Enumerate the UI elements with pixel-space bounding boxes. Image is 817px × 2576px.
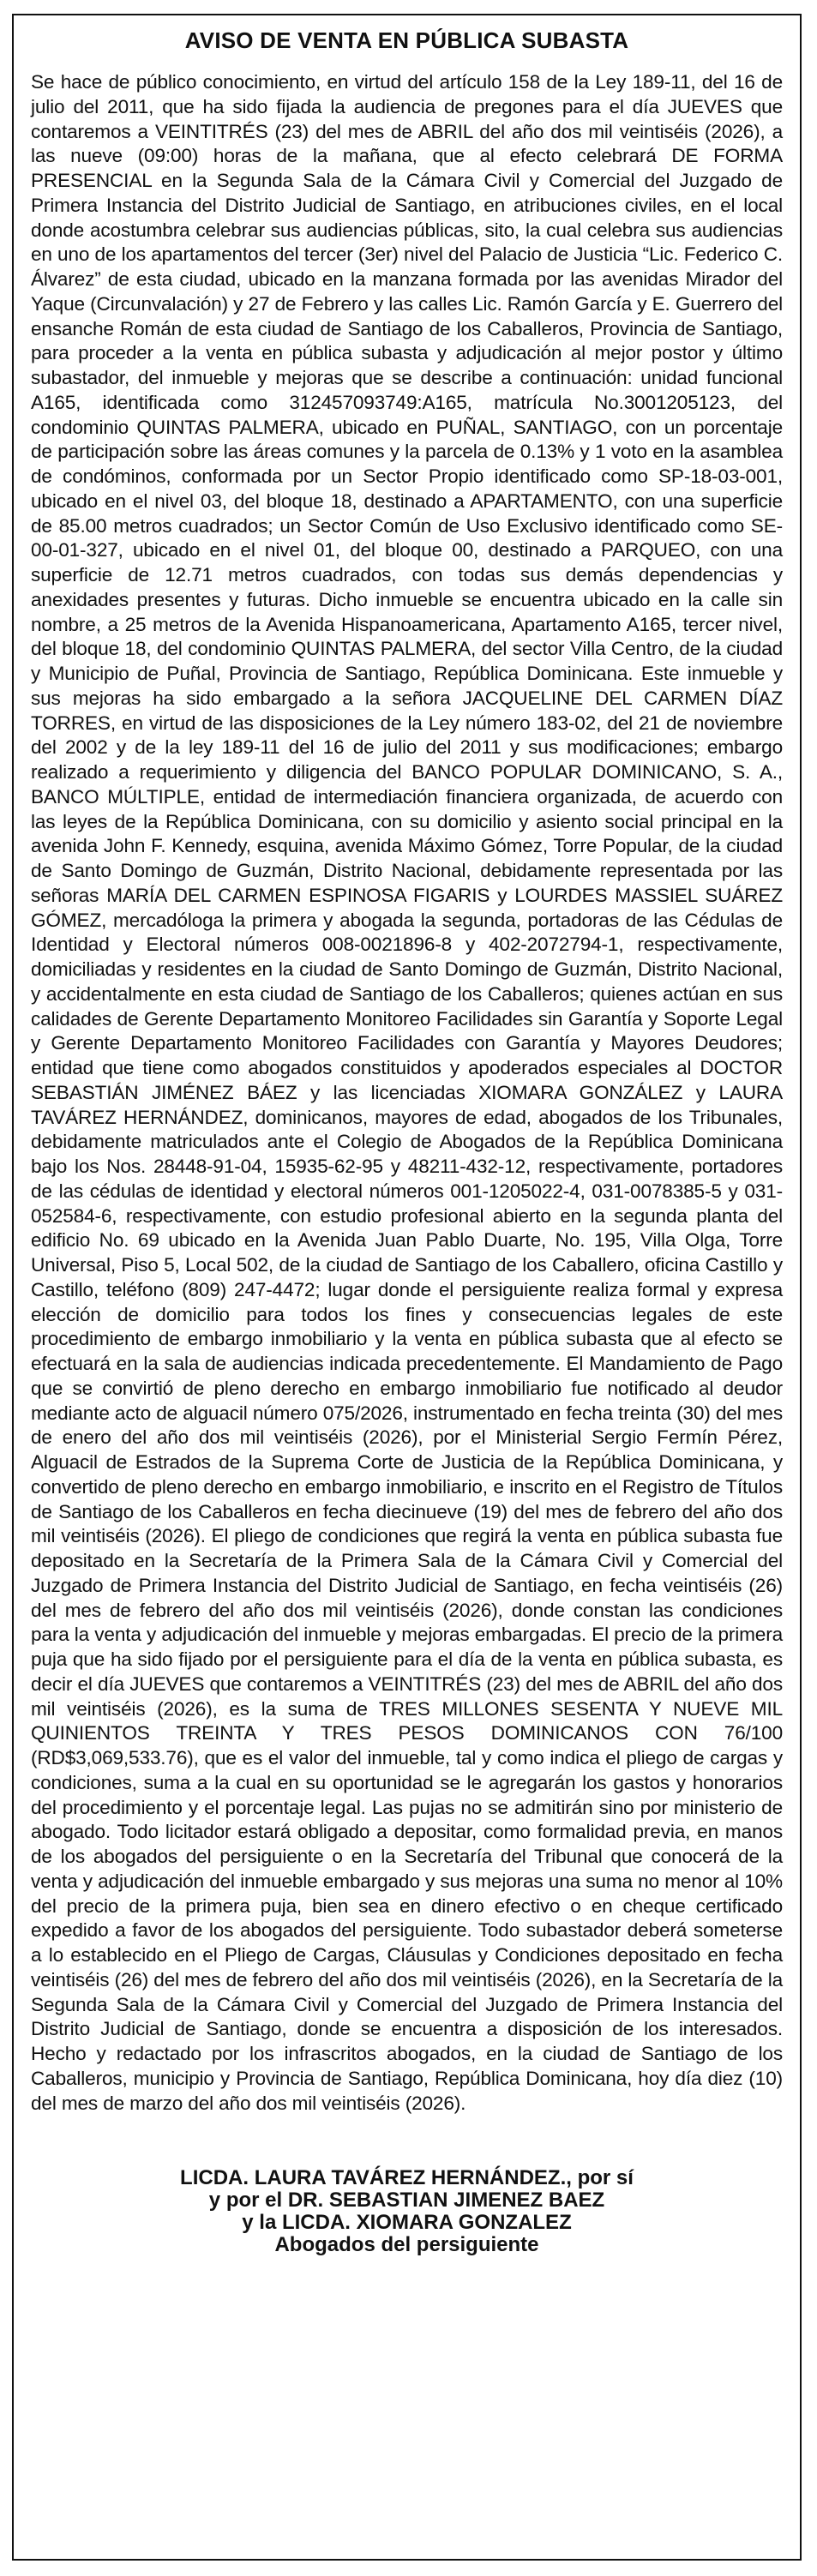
signature-line-3: y la LICDA. XIOMARA GONZALEZ xyxy=(242,2211,572,2235)
notice-body: Se hace de público conocimiento, en virtud del artículo 158 de la Ley 189-11, del 16 de julio del 2011, que ha sido fijada la audiencia de pregones para el día JUEVES que contaremos a VEINTITRÉS (23) del mes de ABRIL del año dos mil veintiséis (2026), a las nueve (09:00) horas de la mañana, que al efecto celebrará DE FORMA PRESENCIAL en la Segunda Sala de la Cámara Civil y Comercial del Juzgado de Primera Instancia del Distrito Judicial de Santiago, en atribuciones civiles, en el local donde acostumbra celebrar sus audiencias públicas, sito, la cual celebra sus audiencias en uno de los apartamentos del tercer (3er) nivel del Palacio de Justicia “Lic. Federico C. Álvarez” de esta ciudad, ubicado en la manzana formada por las avenidas Mirador del Yaque (Circunvalación) y 27 de Febrero y las calles Lic. Ramón García y E. Guerrero del ensanche Román de esta ciudad de Santiago de los Caballeros, Provincia de Santiago, para proceder a la venta en pública subasta y adjudicación al mejor postor y último subastador, del inmueble y mejoras que se describe a continuación: unidad funcional A165, identificada como 312457093749:A165, matrícula No.3001205123, del condominio QUINTAS PALMERA, ubicado en PUÑAL, SANTIAGO, con un porcentaje de participación sobre las áreas comunes y la parcela de 0.13% y 1 voto en la asamblea de condóminos, conformada por un Sector Propio identificado como SP-18-03-001, ubicado en el nivel 03, del bloque 18, destinado a APARTAMENTO, con una superficie de 85.00 metros cuadrados; un Sector Común de Uso Exclusivo identificado como SE-00-01-327, ubicado en el nivel 01, del bloque 00, destinado a PARQUEO, con una superficie de 12.71 metros cuadrados, con todas sus demás dependencias y anexidades presentes y futuras. Dicho inmueble se encuentra ubicado en la calle sin nombre, a 25 metros de la Avenida Hispanoamericana, Apartamento A165, tercer nivel, del bloque 18, del condominio QUINTAS PALMERA, del sector Villa Centro, de la ciudad y Municipio de Puñal, Provincia de Santiago, República Dominicana. Este inmueble y sus mejoras ha sido embargado a la señora JACQUELINE DEL CARMEN DÍAZ TORRES, en virtud de las disposiciones de la Ley número 183-02, del 21 de noviembre del 2002 y de la ley 189-11 del 16 de julio del 2011 y sus modificaciones; embargo realizado a requerimiento y diligencia del BANCO POPULAR DOMINICANO, S. A., BANCO MÚLTIPLE, entidad de intermediación financiera organizada, de acuerdo con las leyes de la República Dominicana, con su domicilio y asiento social principal en la avenida John F. Kennedy, esquina, avenida Máximo Gómez, Torre Popular, de la ciudad de Santo Domingo de Guzmán, Distrito Nacional, debidamente representada por las señoras MARÍA DEL CARMEN ESPINOSA FIGARIS y LOURDES MASSIEL SUÁREZ GÓMEZ, mercadóloga la primera y abogada la segunda, portadoras de las Cédulas de Identidad y Electoral números 008-0021896-8 y 402-2072794-1, respectivamente, domiciliadas y residentes en la ciudad de Santo Domingo de Guzmán, Distrito Nacional, y accidentalmente en esta ciudad de Santiago de los Caballeros; quienes actúan en sus calidades de Gerente Departamento Monitoreo Facilidades sin Garantía y Soporte Legal y Gerente Departamento Monitoreo Facilidades con Garantía y Mayores Deudores; entidad que tiene como abogados constituidos y apoderados especiales al DOCTOR SEBASTIÁN JIMÉNEZ BÁEZ y las licenciadas XIOMARA GONZÁLEZ y LAURA TAVÁREZ HERNÁNDEZ, dominicanos, mayores de edad, abogados de los Tribunales, debidamente matriculados ante el Colegio de Abogados de la República Dominicana bajo los Nos. 28448-91-04, 15935-62-95 y 48211-432-12, respectivamente, portadores de las cédulas de identidad y electoral números 001-1205022-4, 031-0078385-5 y 031-052584-6, respectivamente, con estudio profesional abierto en la segunda planta del edificio No. 69 ubicado en la Avenida Juan Pablo Duarte, No. 195, Villa Olga, Torre Universal, Piso 5, Local 502, de la ciudad de Santiago de los Caballero, oficina Castillo y Castillo, teléfono (809) 247-4472; lugar donde el persiguiente realiza formal y expresa elección de domicilio para todos los fines y consecuencias legales de este procedimiento de embargo inmobiliario y la venta en pública subasta que al efecto se efectuará en la sala de audiencias indicada precedentemente. El Mandamiento de Pago que se convirtió de pleno derecho en embargo inmobiliario fue notificado al deudor mediante acto de alguacil número 075/2026, instrumentado en fecha treinta (30) del mes de enero del año dos mil veintiséis (2026), por el Ministerial Sergio Fermín Pérez, Alguacil de Estrados de la Suprema Corte de Justicia de la República Dominicana, y convertido de pleno derecho en embargo inmobiliario, e inscrito en el Registro de Títulos de Santiago de los Caballeros en fecha diecinueve (19) del mes de febrero del año dos mil veintiséis (2026). El pliego de condiciones que regirá la venta en pública subasta fue depositado en la Secretaría de la Primera Sala de la Cámara Civil y Comercial del Juzgado de Primera Instancia del Distrito Judicial de Santiago, en fecha veintiséis (26) del mes de febrero del año dos mil veintiséis (2026), donde constan las condiciones para la venta y adjudicación del inmueble y mejoras embargadas. El precio de la primera puja que ha sido fijado por el persiguiente para el día de la venta en pública subasta, es decir el día JUEVES que contaremos a VEINTITRÉS (23) del mes de ABRIL del año dos mil veintiséis (2026), es la suma de TRES MILLONES SESENTA Y NUEVE MIL QUINIENTOS TREINTA Y TRES PESOS DOMINICANOS CON 76/100 (RD$3,069,533.76), que es el valor del inmueble, tal y como indica el pliego de cargas y condiciones, suma a la cual en su oportunidad se le agregarán los gastos y honorarios del procedimiento y el porcentaje legal. Las pujas no se admitirán sino por ministerio de abogado. Todo licitador estará obligado a depositar, como formalidad previa, en manos de los abogados del persiguiente o en la Secretaría del Tribunal que conocerá de la venta y adjudicación del inmueble embargado y sus mejoras una suma no menor al 10% del precio de la primera puja, bien sea en dinero efectivo o en cheque certificado expedido a favor de los abogados del persiguiente. Todo subastador deberá someterse a lo establecido en el Pliego de Cargas, Cláusulas y Condiciones depositado en fecha veintiséis (26) del mes de febrero del año dos mil veintiséis (2026), en la Secretaría de la Segunda Sala de la Cámara Civil y Comercial del Juzgado de Primera Instancia del Distrito Judicial de Santiago, donde se encuentra a disposición de los interesados. Hecho y redactado por los infrascritos abogados, en la ciudad de Santiago de los Caballeros, municipio y Provincia de Santiago, República Dominicana, hoy día diez (10) del mes de marzo del año dos mil veintiséis (2026). xyxy=(31,71,783,2114)
signature-line-2: y por el DR. SEBASTIAN JIMENEZ BAEZ xyxy=(208,2189,605,2213)
signature-block xyxy=(31,2167,783,2256)
signature-line-4: Abogados del persiguiente xyxy=(274,2233,539,2257)
legal-notice xyxy=(12,14,802,2561)
signature-line-1: LICDA. LAURA TAVÁREZ HERNÁNDEZ., por sí xyxy=(180,2166,634,2190)
notice-title: AVISO DE VENTA EN PÚBLICA SUBASTA xyxy=(184,27,629,53)
